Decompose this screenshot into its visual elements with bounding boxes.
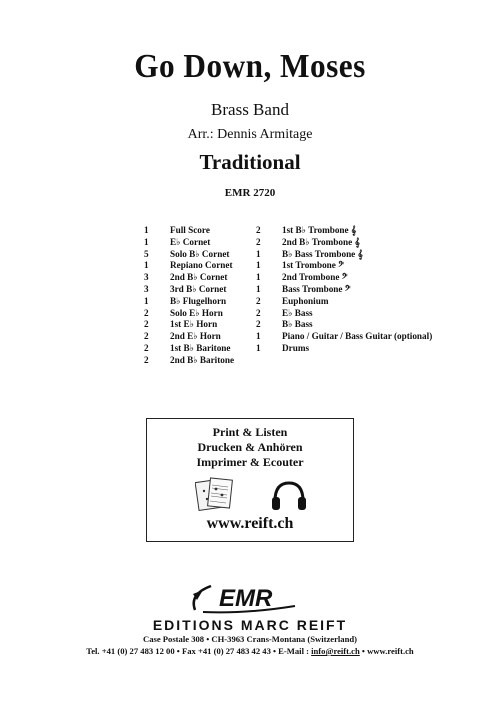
part-quantity: 2 [144, 331, 149, 342]
part-quantity: 1 [256, 260, 261, 271]
part-instrument: Bass Trombone 𝄢 [282, 283, 351, 294]
part-row [144, 343, 234, 355]
part-instrument: 3rd B♭ Cornet [170, 283, 227, 294]
part-row [144, 331, 234, 343]
part-quantity: 1 [256, 248, 261, 259]
part-quantity: 2 [144, 307, 149, 318]
part-quantity: 2 [256, 236, 261, 247]
listen-line-fr: Imprimer & Ecouter [196, 455, 304, 469]
part-quantity: 5 [144, 248, 149, 259]
sheet-and-headphones-icon [195, 477, 307, 513]
logo-text: EMR [219, 585, 273, 612]
email-link[interactable]: info@reift.ch [311, 646, 360, 656]
part-quantity: 1 [256, 342, 261, 353]
part-instrument: 1st Trombone 𝄢 [282, 260, 345, 271]
part-row [256, 296, 432, 308]
catalog-number: EMR 2720 [224, 187, 276, 199]
part-instrument: Euphonium [282, 295, 329, 306]
part-row [256, 260, 432, 272]
part-row [144, 296, 234, 308]
part-instrument: 1st B♭ Baritone [170, 342, 231, 353]
part-row [256, 319, 432, 331]
publisher-contact [0, 646, 500, 656]
page-title: Go Down, Moses [134, 48, 366, 85]
part-quantity: 2 [144, 354, 149, 365]
part-instrument: Repiano Cornet [170, 260, 233, 271]
part-quantity: 1 [256, 283, 261, 294]
emr-logo-icon [185, 580, 315, 616]
contact-website: • www.reift.ch [359, 646, 414, 656]
part-quantity: 2 [256, 295, 261, 306]
part-instrument: E♭ Bass [282, 307, 313, 318]
part-instrument: Piano / Guitar / Bass Guitar (optional) [282, 331, 433, 342]
sheet-music-icon [195, 478, 232, 510]
part-quantity: 2 [256, 319, 261, 330]
part-instrument: Full Score [170, 225, 210, 235]
part-quantity: 3 [144, 272, 149, 283]
part-row [256, 237, 432, 249]
parts-list-right [256, 225, 432, 355]
part-row [144, 249, 234, 261]
part-instrument: 2nd B♭ Trombone 𝄞 [282, 236, 360, 247]
part-row [144, 225, 234, 237]
part-row [256, 249, 432, 261]
part-instrument: 2nd B♭ Cornet [170, 272, 228, 283]
part-quantity: 3 [144, 283, 149, 294]
part-instrument: B♭ Bass [282, 319, 313, 330]
listen-line-en: Print & Listen [212, 425, 288, 439]
part-quantity: 2 [144, 319, 149, 330]
publisher-address: Case Postale 308 • CH-3963 Crans-Montana (Switzerland) [142, 634, 357, 644]
part-row [144, 319, 234, 331]
part-instrument: E♭ Cornet [170, 236, 211, 247]
part-row [144, 308, 234, 320]
part-quantity: 1 [256, 331, 261, 342]
print-listen-box [146, 418, 354, 542]
part-instrument: 2nd Trombone 𝄢 [282, 272, 348, 283]
part-quantity: 2 [256, 307, 261, 318]
part-instrument: B♭ Flugelhorn [170, 295, 227, 306]
part-row [144, 355, 234, 367]
part-instrument: B♭ Bass Trombone 𝄞 [282, 248, 363, 259]
part-quantity: 2 [144, 342, 149, 353]
part-instrument: Solo E♭ Horn [170, 307, 223, 318]
part-row [256, 284, 432, 296]
part-instrument: Solo B♭ Cornet [170, 248, 230, 259]
part-quantity: 2 [256, 225, 261, 235]
part-quantity: 1 [144, 260, 149, 271]
part-quantity: 1 [144, 225, 149, 235]
publisher-name: EDITIONS MARC REIFT [152, 617, 348, 633]
part-row [256, 272, 432, 284]
part-row [144, 260, 234, 272]
part-instrument: 1st E♭ Horn [170, 319, 218, 330]
part-row [256, 331, 432, 343]
part-quantity: 1 [144, 295, 149, 306]
contact-phone-fax: Tel. +41 (0) 27 483 12 00 • Fax +41 (0) 27 483 42 43 • E-Mail : [86, 646, 312, 656]
part-row [256, 225, 432, 237]
headphones-icon [272, 483, 306, 510]
parts-list-left [144, 225, 234, 367]
part-row [144, 272, 234, 284]
part-instrument: 2nd E♭ Horn [170, 331, 221, 342]
part-instrument: 2nd B♭ Baritone [170, 354, 235, 365]
composer-credit: Traditional [199, 150, 301, 174]
listen-line-de: Drucken & Anhören [197, 440, 303, 454]
ensemble-subtitle: Brass Band [211, 100, 289, 119]
part-instrument: Drums [282, 342, 310, 353]
website-link[interactable]: www.reift.ch [206, 515, 294, 532]
part-instrument: 1st B♭ Trombone 𝄞 [282, 225, 357, 235]
part-row [144, 284, 234, 296]
part-row [256, 343, 432, 355]
arranger-credit: Arr.: Dennis Armitage [187, 127, 313, 142]
part-row [256, 308, 432, 320]
part-row [144, 237, 234, 249]
part-quantity: 1 [256, 272, 261, 283]
part-quantity: 1 [144, 236, 149, 247]
